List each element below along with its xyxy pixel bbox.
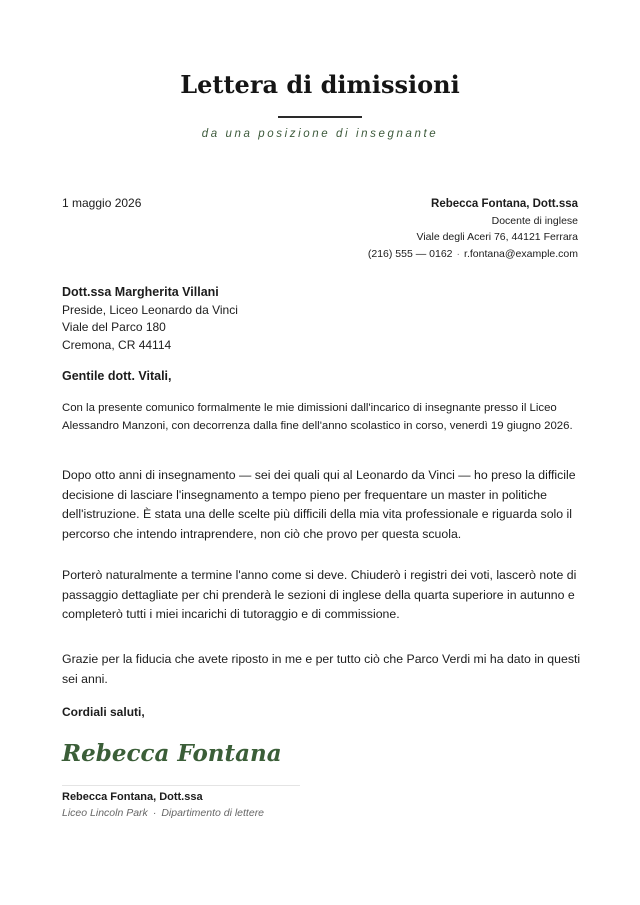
body-paragraph-1: Con la presente comunico formalmente le mie dimissioni dall'incarico di insegnante presso il Liceo Alessandro Manzoni, con decorrenza dalla fine dell'anno scolastico in corso, venerdì 19 giugno 2026. [62, 402, 573, 432]
recipient-name: Dott.ssa Margherita Villani [62, 285, 219, 299]
sender-address: Viale degli Aceri 76, 44121 Ferrara [416, 231, 578, 243]
recipient-block [62, 284, 238, 354]
body-paragraph-2: Dopo otto anni di insegnamento — sei dei quali qui al Leonardo da Vinci — ho preso la difficile decisione di lasciare l'insegnamento a tempo pieno per frequentare un master in politiche dell'istruzione. È stata una delle scelte più difficili della mia vita professionale e riguarda solo il percorso che intendo intraprendere, non ciò che provo per questa scuola. [62, 468, 576, 541]
signature-name: Rebecca Fontana, Dott.ssa [62, 791, 203, 803]
sender-email[interactable]: r.fontana@example.com [464, 247, 578, 260]
letter-date: 1 maggio 2026 [62, 196, 142, 210]
recipient-city: Cremona, CR 44114 [62, 337, 172, 352]
letter-subtitle: da una posizione di insegnante [201, 128, 439, 140]
sender-phone: (216) 555 — 0162 [367, 247, 453, 260]
sender-block [368, 196, 578, 262]
body-paragraph-4: Grazie per la fiducia che avete riposto in me e per tutto ciò che Parco Verdi mi ha dato in questi sei anni. [62, 652, 581, 686]
affiliation-separator: · [152, 807, 157, 819]
sender-name: Rebecca Fontana, Dott.ssa [431, 198, 578, 210]
letter-title: Lettera di dimissioni [180, 70, 460, 99]
handwritten-signature: Rebecca Fontana [62, 740, 282, 767]
signature-department: Dipartimento di lettere [161, 807, 265, 819]
recipient-street: Viale del Parco 180 [62, 320, 166, 334]
signature-school: Liceo Lincoln Park [62, 807, 148, 819]
title-divider [278, 116, 362, 118]
closing: Cordiali saluti, [62, 705, 145, 719]
salutation: Gentile dott. Vitali, [62, 369, 172, 383]
signature-affiliation [62, 807, 264, 819]
contact-separator: · [456, 247, 461, 260]
recipient-role: Preside, Liceo Leonardo da Vinci [62, 302, 238, 317]
sender-role: Docente di inglese [491, 214, 578, 227]
body-paragraph-3: Porterò naturalmente a termine l'anno come si deve. Chiuderò i registri dei voti, lascerò note di passaggio dettagliate per chi prenderà le sezioni di inglese della quarta superiore in autunno e completerò tutti i miei incarichi di tutoraggio e di commissione. [62, 568, 577, 621]
signature-divider [62, 785, 300, 786]
sender-contact [368, 246, 578, 263]
